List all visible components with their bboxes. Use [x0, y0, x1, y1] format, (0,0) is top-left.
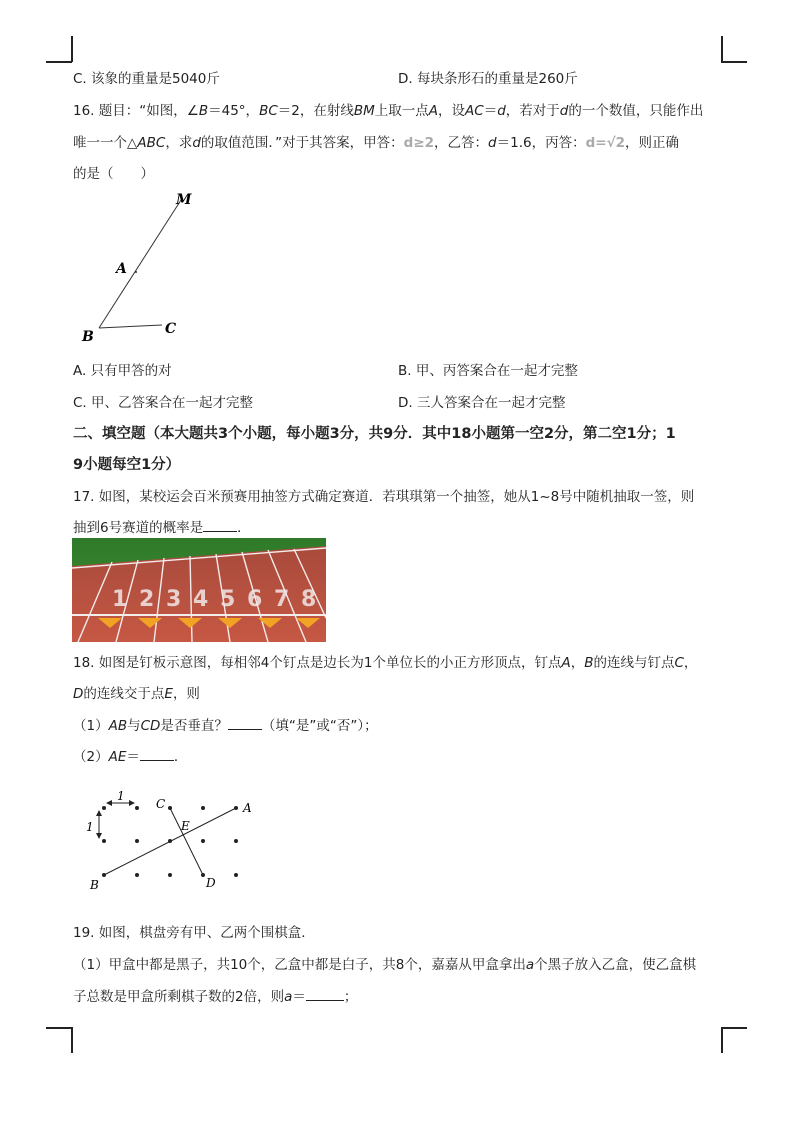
crop-mark-bottom-left-v: [71, 1027, 73, 1053]
lane-number-1: 1: [112, 587, 128, 612]
label-a: A: [243, 801, 252, 815]
q19-answer-blank[interactable]: [306, 988, 344, 1001]
q15-option-d: D. 每块条形石的重量是260斤: [398, 71, 578, 87]
label-d: D: [206, 876, 216, 890]
label-a: A: [116, 261, 127, 277]
label-c: C: [156, 797, 166, 811]
q16-line-2: 唯一一个△ABC，求d的取值范围．”对于其答案，甲答：d≥2，乙答：d＝1.6，丙答：d=√2，则正确: [73, 135, 679, 151]
crop-mark-bottom-right-v: [721, 1027, 723, 1053]
point-a: [135, 271, 137, 273]
crop-mark-bottom-right-h: [721, 1027, 747, 1029]
q18-1-answer-blank[interactable]: [228, 717, 262, 730]
crop-mark-top-left-h: [46, 61, 72, 63]
q17-line-1: 17. 如图，某校运会百米预赛用抽签方式确定赛道．若琪琪第一个抽签，她从1~8号中随机抽取一签，则: [73, 489, 695, 505]
label-b: B: [82, 329, 94, 345]
q15-option-c: C. 该象的重量是5040斤: [73, 71, 220, 87]
crop-mark-top-right-v: [721, 36, 723, 62]
q16-option-a: A. 只有甲答的对: [73, 363, 172, 379]
running-track-photo: [72, 538, 326, 642]
segment-ab: [104, 808, 236, 875]
lane-number-4: 4: [193, 587, 209, 612]
lane-number-2: 2: [139, 587, 155, 612]
q18-sub-2: （2）AE＝ ．: [73, 749, 188, 765]
label-c: C: [165, 321, 177, 337]
crop-mark-bottom-left-h: [46, 1027, 72, 1029]
q19-line-2: （1）甲盒中都是黑子，共10个，乙盒中都是白子，共8个，嘉嘉从甲盒拿出a个黑子放入乙盒，使乙盒棋: [73, 957, 697, 973]
q16-option-d: D. 三人答案合在一起才完整: [398, 395, 566, 411]
pegboard-figure: [80, 788, 260, 894]
q18-sub-1: （1）AB与CD是否垂直？ （填“是”或“否”）；: [73, 718, 378, 734]
q19-line-3: 子总数是甲盒所剩棋子数的2倍，则a＝ ；: [73, 989, 358, 1005]
q16-line-1: 16. 题目：“如图，∠B＝45°，BC＝2，在射线BM上取一点A，设AC＝d，若对于d的一个数值，只能作出: [73, 103, 704, 119]
ray-bm: [99, 200, 181, 328]
lane-number-6: 6: [247, 587, 263, 612]
q19-line-1: 19. 如图，棋盘旁有甲、乙两个围棋盒．: [73, 925, 315, 941]
lane-number-8: 8: [301, 587, 317, 612]
unit-label-h: 1: [117, 789, 125, 803]
q16-option-b: B. 甲、丙答案合在一起才完整: [398, 363, 578, 379]
q16-line-3: 的是（ ）: [73, 166, 154, 182]
section-2-heading-line-2: 9小题每空1分）: [73, 457, 181, 473]
unit-label-v: 1: [86, 820, 94, 834]
answer-jia-formula: d≥2: [403, 135, 435, 151]
q18-line-2: D的连线交于点E，则: [73, 686, 200, 702]
segment-bc: [99, 325, 162, 328]
q17-line-2: 抽到6号赛道的概率是 ．: [73, 520, 251, 536]
label-e: E: [181, 819, 190, 833]
lane-number-7: 7: [274, 587, 290, 612]
q16-option-c: C. 甲、乙答案合在一起才完整: [73, 395, 254, 411]
crop-mark-top-right-h: [721, 61, 747, 63]
q17-answer-blank[interactable]: [203, 519, 237, 532]
q18-2-answer-blank[interactable]: [140, 748, 174, 761]
lane-number-5: 5: [220, 587, 236, 612]
crop-mark-top-left-v: [71, 36, 73, 62]
lane-number-3: 3: [166, 587, 182, 612]
answer-bing-formula: d=√2: [585, 135, 625, 151]
q16-figure: [75, 186, 205, 348]
section-2-heading-line-1: 二、填空题（本大题共3个小题，每小题3分，共9分．其中18小题第一空2分，第二空1分；1: [73, 426, 676, 442]
label-m: M: [176, 192, 192, 208]
label-b: B: [90, 878, 99, 892]
q18-line-1: 18. 如图是钉板示意图，每相邻4个钉点是边长为1个单位长的小正方形顶点，钉点A，B的连线与钉点C，: [73, 655, 698, 671]
